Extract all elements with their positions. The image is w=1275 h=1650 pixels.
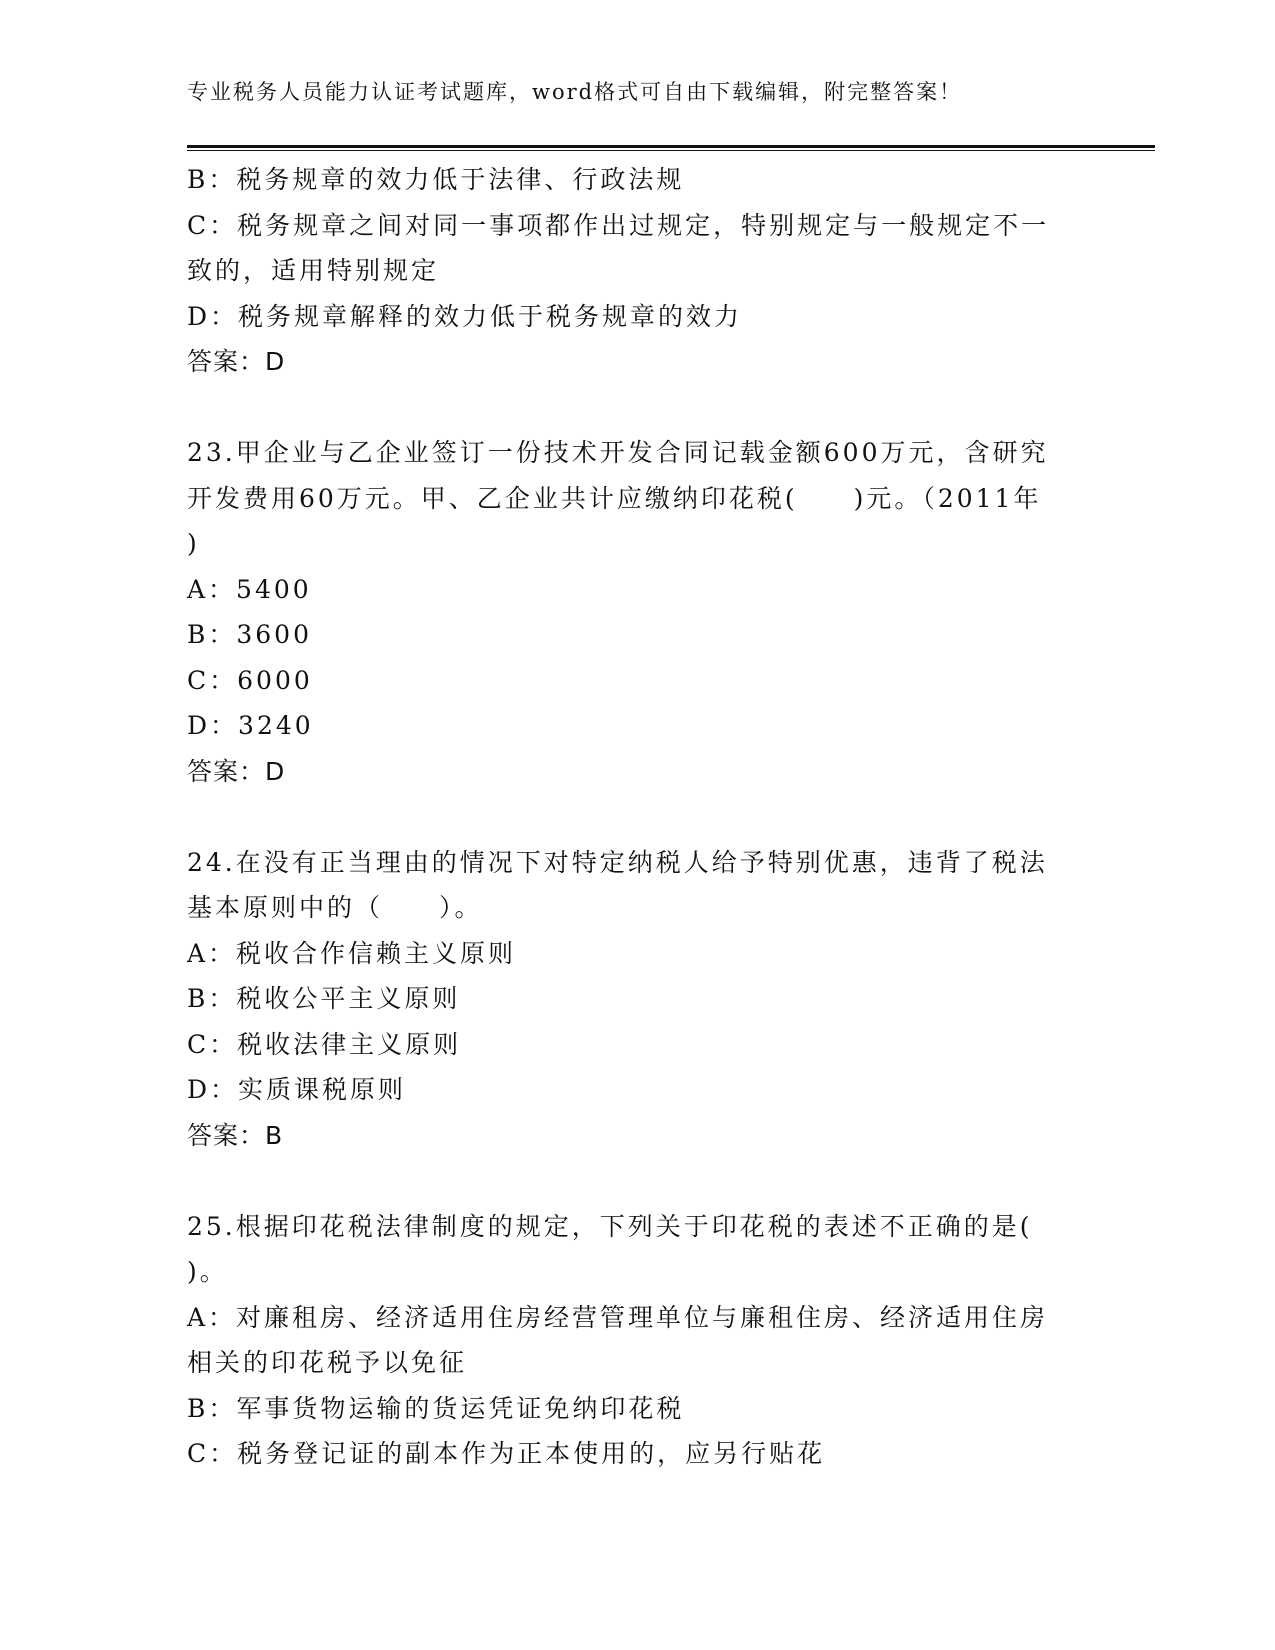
question-text: 24.在没有正当理由的情况下对特定纳税人给予特别优惠，违背了税法 [187,847,1048,877]
option-c-continued: 致的，适用特别规定 [187,256,440,285]
option-c: C：税务登记证的副本作为正本使用的，应另行贴花 [187,1439,826,1468]
header-rule [187,145,1155,151]
question-text-continued: 开发费用60万元。甲、乙企业共计应缴纳印花税( )元。（2011年 [187,483,1042,513]
block-spacer [187,1158,1087,1204]
block-spacer [187,794,1087,840]
option-b: B：税务规章的效力低于法律、行政法规 [187,165,685,194]
question-text-continued: )。 [187,1257,228,1286]
question-text-continued: ) [187,529,200,558]
question-text-continued: 基本原则中的（ ）。 [187,893,483,922]
option-d: D：税务规章解释的效力低于税务规章的效力 [187,301,743,331]
answer-line: 答案：D [187,756,286,786]
question-block-25 [187,1204,1087,1477]
option-a-continued: 相关的印花税予以免征 [187,1348,468,1377]
question-block-23 [187,430,1087,794]
question-block-22 [187,157,1087,385]
question-text: 25.根据印花税法律制度的规定，下列关于印花税的表述不正确的是( [187,1211,1033,1241]
answer-line: 答案：B [187,1120,284,1150]
block-spacer [187,385,1087,431]
question-text: 23.甲企业与乙企业签订一份技术开发合同记载金额600万元，含研究 [187,438,1049,467]
option-a: A：5400 [187,574,312,604]
page-header: 专业税务人员能力认证考试题库，word格式可自由下载编辑，附完整答案！ [187,80,963,104]
option-c: C：税务规章之间对同一事项都作出过规定，特别规定与一般规定不一 [187,210,1050,240]
option-a: A：税收合作信赖主义原则 [187,938,517,968]
option-c: C：6000 [187,665,313,695]
option-b: B：3600 [187,620,312,649]
answer-line: 答案：D [187,347,286,376]
option-d: D：实质课税原则 [187,1075,407,1104]
option-b: B：军事货物运输的货运凭证免纳印花税 [187,1393,685,1423]
option-c: C：税收法律主义原则 [187,1029,462,1059]
document-body [187,157,1087,1477]
option-d: D：3240 [187,711,314,740]
question-block-24 [187,840,1087,1159]
option-a: A：对廉租房、经济适用住房经营管理单位与廉租住房、经济适用住房 [187,1302,1049,1332]
option-b: B：税收公平主义原则 [187,984,461,1013]
